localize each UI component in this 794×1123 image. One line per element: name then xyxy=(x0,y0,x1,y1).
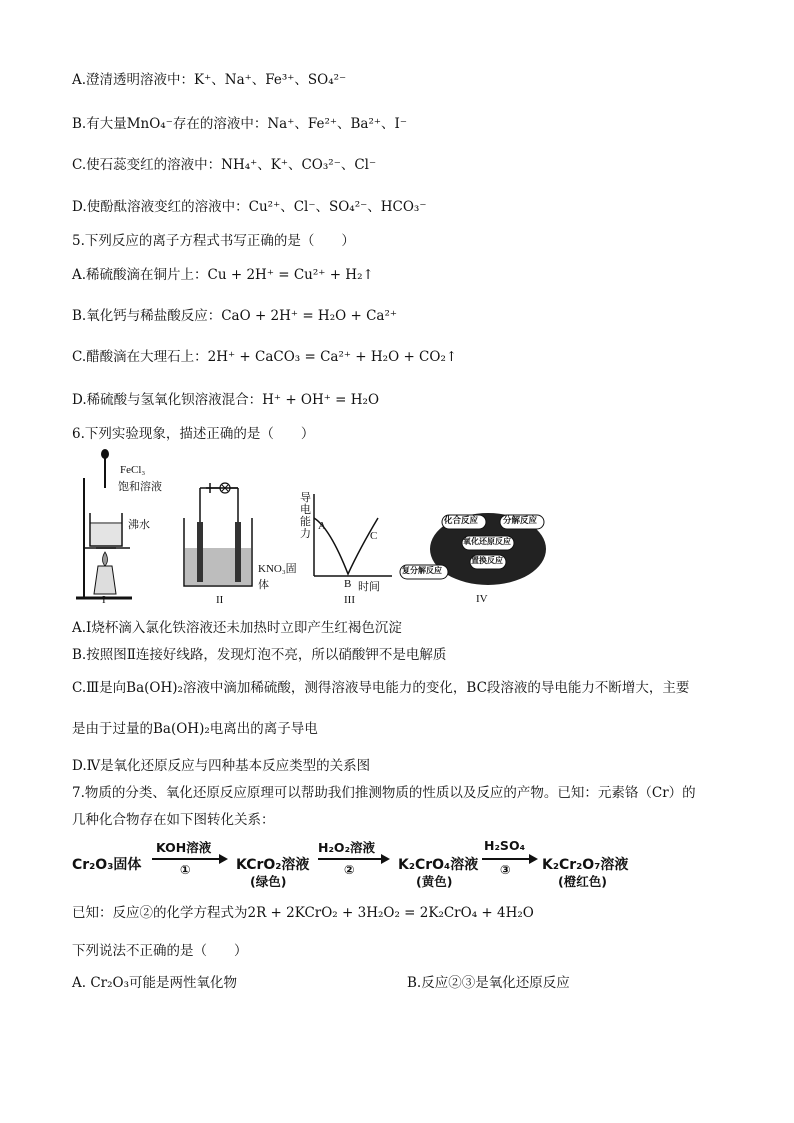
q4-option-c: C.使石蕊变红的溶液中：NH₄⁺、K⁺、CO₃²⁻、Cl⁻ xyxy=(72,157,377,173)
fig4-redox: 氧化还原反应 xyxy=(463,537,511,546)
scheme-step-1: ① xyxy=(180,862,191,877)
fig3-ylabel: 导电能力 xyxy=(300,492,311,540)
fig3-point-b: B xyxy=(344,578,352,590)
scheme-arrow-2 xyxy=(318,858,388,860)
fig4-decomposition: 分解反应 xyxy=(503,515,538,525)
q4-option-a: A.澄清透明溶液中：K⁺、Na⁺、Fe³⁺、SO₄²⁻ xyxy=(72,72,347,88)
q6-option-b: B.按照图Ⅱ连接好线路，发现灯泡不亮，所以硝酸钾不是电解质 xyxy=(72,647,447,663)
scheme-arrow-3 xyxy=(482,858,536,860)
fig2-label-kno3: KNO₃固体 xyxy=(258,563,297,591)
q5-option-c: C.醋酸滴在大理石上：2H⁺ + CaCO₃ = Ca²⁺ + H₂O + CO₂↑ xyxy=(72,349,458,365)
scheme-kcro2: KCrO₂溶液 xyxy=(236,857,310,873)
q6-option-c: C.Ⅲ是向Ba(OH)₂溶液中滴加稀硫酸，测得溶液导电能力的变化，BC段溶液的导电能力不断增大，主要 xyxy=(72,680,690,696)
q6-option-d: D.Ⅳ是氧化还原反应与四种基本反应类型的关系图 xyxy=(72,758,371,774)
fig3-point-a: A xyxy=(318,520,326,532)
fig3-caption: III xyxy=(344,594,355,606)
scheme-color-orange: (橙红色) xyxy=(558,874,607,889)
scheme-reagent-2: H₂O₂溶液 xyxy=(318,840,376,855)
q7-option-a: A. Cr₂O₃可能是两性氧化物 xyxy=(72,975,238,991)
fig1-label-fecl3: FeCl₃ xyxy=(120,464,146,476)
fig4-double: 复分解反应 xyxy=(402,566,442,575)
scheme-cr2o3: Cr₂O₃固体 xyxy=(72,857,142,873)
fig2-caption: II xyxy=(216,594,224,606)
q5-option-d: D.稀硫酸与氢氧化钡溶液混合：H⁺ + OH⁺ = H₂O xyxy=(72,392,380,408)
figure-iv xyxy=(396,505,576,610)
scheme-color-green: (绿色) xyxy=(250,874,287,889)
chromium-conversion-scheme xyxy=(72,838,632,894)
q7-option-b: B.反应②③是氧化还原反应 xyxy=(407,975,570,991)
fig1-caption: I xyxy=(102,594,106,606)
q7-stem-1: 7.物质的分类、氧化还原反应原理可以帮助我们推测物质的性质以及反应的产物。已知：元素铬（Cr）的 xyxy=(72,785,696,801)
scheme-reagent-3: H₂SO₄ xyxy=(484,838,526,853)
q4-option-d: D.使酚酞溶液变红的溶液中：Cu²⁺、Cl⁻、SO₄²⁻、HCO₃⁻ xyxy=(72,199,427,215)
scheme-step-2: ② xyxy=(344,862,355,877)
fig3-point-c: C xyxy=(370,530,378,542)
fig4-caption: IV xyxy=(476,593,488,605)
fig1-label-water: 沸水 xyxy=(128,519,150,531)
q5-option-a: A.稀硫酸滴在铜片上：Cu + 2H⁺ = Cu²⁺ + H₂↑ xyxy=(72,267,374,283)
scheme-step-3: ③ xyxy=(500,862,511,877)
q7-known: 已知：反应②的化学方程式为2R + 2KCrO₂ + 3H₂O₂ = 2K₂CrO₄ + 4H₂O xyxy=(72,905,534,921)
q6-stem: 6.下列实验现象，描述正确的是（ ） xyxy=(72,426,315,442)
q7-stem-2: 几种化合物存在如下图转化关系： xyxy=(72,812,275,828)
scheme-color-yellow: (黄色) xyxy=(416,874,453,889)
q7-ask: 下列说法不正确的是（ ） xyxy=(72,943,248,959)
fig4-displacement: 置换反应 xyxy=(471,556,503,565)
conductivity-graph xyxy=(300,488,395,608)
q4-option-b: B.有大量MnO₄⁻存在的溶液中：Na⁺、Fe²⁺、Ba²⁺、I⁻ xyxy=(72,116,407,132)
figure-iii xyxy=(300,488,395,608)
scheme-arrow-1 xyxy=(152,858,226,860)
fig4-combination: 化合反应 xyxy=(444,515,479,525)
figure-ii xyxy=(180,478,300,608)
q5-option-b: B.氧化钙与稀盐酸反应：CaO + 2H⁺ = H₂O + Ca²⁺ xyxy=(72,308,397,324)
q6-option-c-continued: 是由于过量的Ba(OH)₂电离出的离子导电 xyxy=(72,721,318,737)
scheme-k2cro4: K₂CrO₄溶液 xyxy=(398,857,479,873)
q5-stem: 5.下列反应的离子方程式书写正确的是（ ） xyxy=(72,233,355,249)
figure-i xyxy=(72,448,182,608)
scheme-k2cr2o7: K₂Cr₂O₇溶液 xyxy=(542,857,629,873)
fig3-xlabel: 时间 xyxy=(358,581,380,593)
scheme-reagent-1: KOH溶液 xyxy=(156,840,212,855)
fig1-label-saturated: 饱和溶液 xyxy=(118,481,162,493)
q6-option-a: A.Ⅰ烧杯滴入氯化铁溶液还未加热时立即产生红褐色沉淀 xyxy=(72,620,402,636)
